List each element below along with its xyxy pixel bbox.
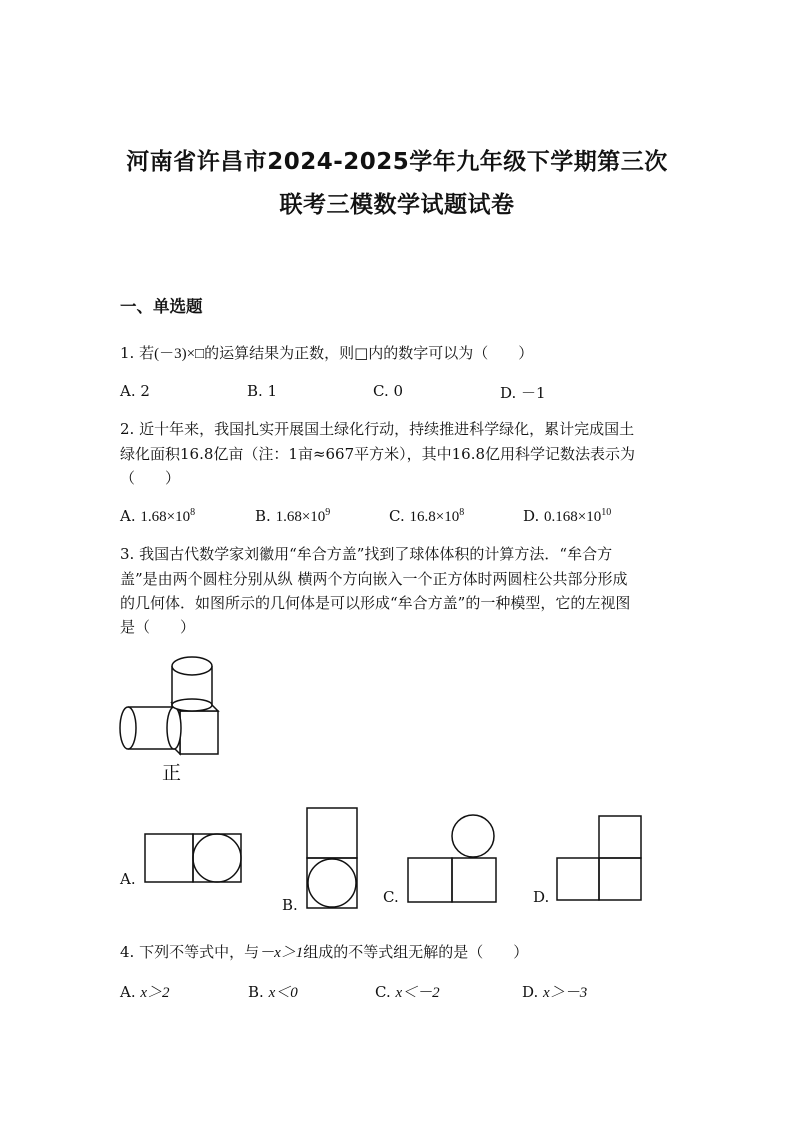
q2-line2: 绿化面积16.8亿亩（注：1亩≈667平方米），其中16.8亿用科学记数法表示为 [120,445,636,463]
q4-option-c[interactable] [375,981,440,1002]
q4-option-d[interactable] [522,981,587,1002]
q4-option-a-label: A. [120,983,136,1001]
q4-option-b-expr: x＜0 [268,985,298,1001]
cube-front-face [180,711,218,754]
q2-option-d-mantissa: 0.168×10 [544,509,602,525]
q2-option-b-label: B. [255,507,271,525]
q3-line3: 的几何体．如图所示的几何体是可以形成“牟合方盖”的一种模型，它的左视图 [120,594,631,612]
q2-option-d-exponent: 10 [601,507,612,518]
section-heading: 一、单选题 [120,297,203,316]
q2-line3: （ ） [120,469,181,487]
vertical-cylinder-top [172,657,212,675]
q1-option-c[interactable]: C. 0 [373,382,404,400]
q1-number: 1. [120,344,135,362]
q3-line1: 3. 我国古代数学家刘徽用“牟合方盖”找到了球体体积的计算方法．“牟合方 [120,545,613,563]
question-4 [120,941,528,962]
q3-option-d-figure[interactable] [555,814,645,904]
horizontal-cylinder-end [167,707,181,749]
q3-option-c-label[interactable]: C. [383,888,399,906]
q4-pre: 4. 下列不等式中，与 [120,943,260,961]
q3-line4: 是（ ） [120,618,196,636]
q1-expr: (－3)×□ [154,346,205,362]
q2-option-a-mantissa: 1.68×10 [140,509,191,525]
q2-option-b[interactable] [255,507,330,526]
q2-option-a[interactable] [120,507,195,526]
q4-option-b-label: B. [248,983,264,1001]
q3-line2: 盖”是由两个圆柱分别从纵 横两个方向嵌入一个正方体时两圆柱公共部分形成 [120,570,628,588]
q2-option-c-mantissa: 16.8×10 [409,509,460,525]
q4-option-c-expr: x＜－2 [395,985,440,1001]
q1-option-a[interactable]: A. 2 [120,382,150,400]
q4-option-d-expr: x＞－3 [543,985,588,1001]
q1-post: 的运算结果为正数，则□内的数字可以为（ ） [204,344,534,362]
q1-option-b[interactable]: B. 1 [247,382,278,400]
doc-title-line1: 河南省许昌市2024-2025学年九年级下学期第三次 [126,149,668,175]
q4-option-d-label: D. [522,983,539,1001]
vertical-cylinder-bottom [172,699,212,711]
q2-option-c-label: C. [389,507,405,525]
q4-expr: －x＞1 [259,945,304,961]
q4-option-a-expr: x＞2 [140,985,170,1001]
q2-line1: 2. 近十年来，我国扎实开展国土绿化行动，持续推进科学绿化，累计完成国土 [120,420,635,438]
q2-option-a-label: A. [120,507,136,525]
q3-option-b-figure[interactable] [305,806,359,910]
q2-option-c[interactable] [389,507,464,526]
q1-pre: 若 [139,344,155,362]
horizontal-cylinder-front [120,707,136,749]
q3-option-c-figure[interactable] [406,814,498,904]
q2-option-b-mantissa: 1.68×10 [275,509,326,525]
q4-post: 组成的不等式组无解的是（ ） [303,943,529,961]
q3-option-a-figure[interactable] [143,832,243,886]
front-view-label: 正 [162,762,182,784]
q2-option-d[interactable] [523,507,611,526]
q3-option-d-label[interactable]: D. [533,888,550,906]
q2-option-a-exponent: 8 [190,507,196,518]
q4-option-a[interactable] [120,981,170,1002]
q4-option-c-label: C. [375,983,391,1001]
q3-option-a-label[interactable]: A. [120,870,136,888]
q4-option-b[interactable] [248,981,298,1002]
q2-option-d-label: D. [523,507,540,525]
q2-option-c-exponent: 8 [459,507,465,518]
q1-option-d[interactable]: D. －1 [500,384,546,402]
question-1 [120,342,533,363]
q3-option-b-label[interactable]: B. [282,896,298,914]
q2-option-b-exponent: 9 [325,507,331,518]
doc-title-line2: 联考三模数学试题试卷 [279,192,515,218]
